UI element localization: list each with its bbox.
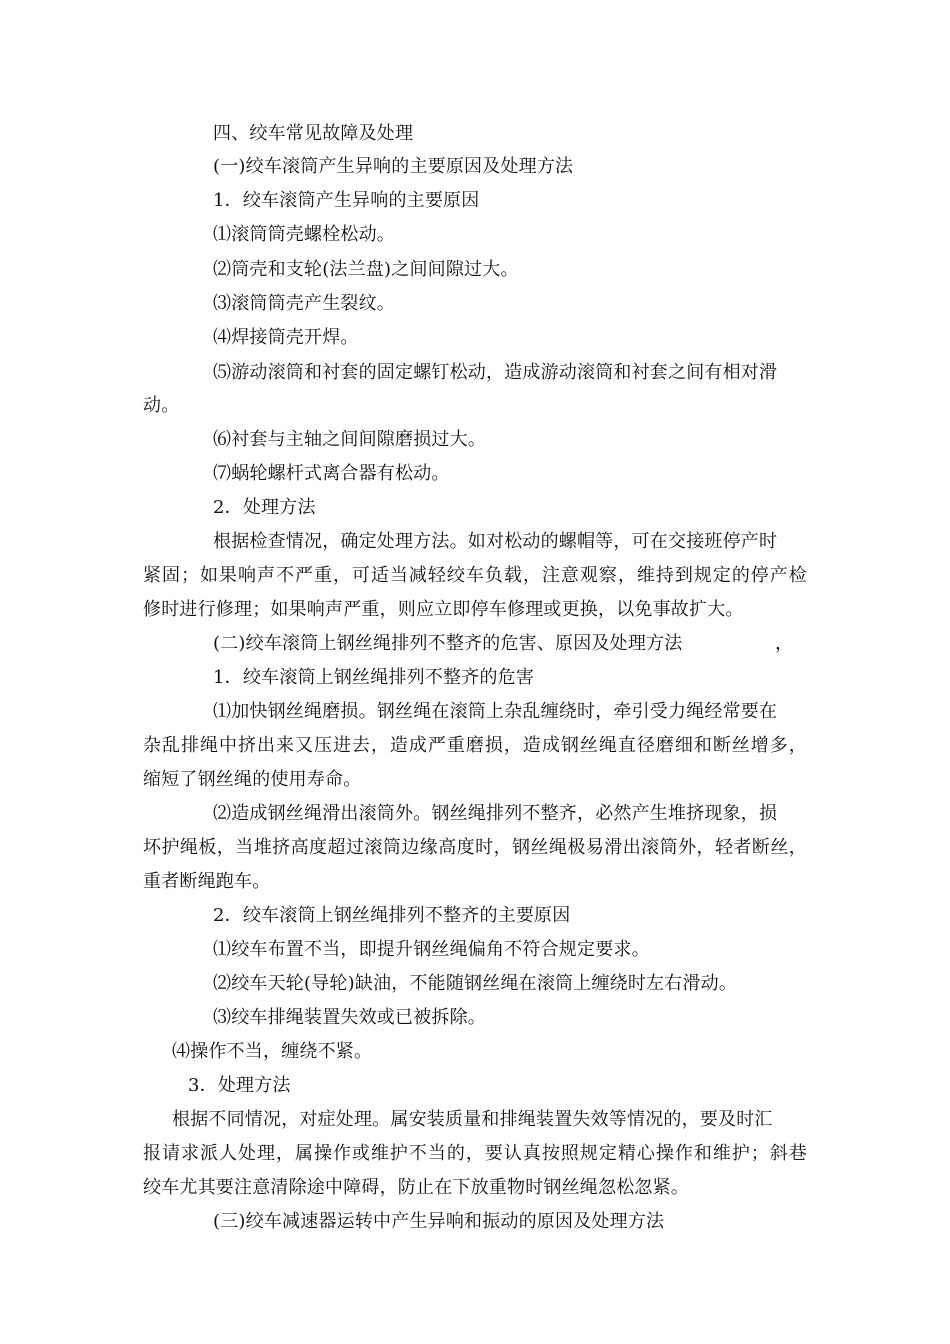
list-item: ⑺蜗轮螺杆式离合器有松动。	[213, 463, 450, 484]
subsection-heading: (二)绞车滚筒上钢丝绳排列不整齐的危害、原因及处理方法	[213, 633, 683, 654]
list-item: ⑶绞车排绳装置失效或已被拆除。	[213, 1007, 486, 1028]
list-item: ⑷操作不当，缠绕不紧。	[172, 1041, 373, 1062]
paragraph-line: 修时进行修理；如果响声严重，则应立即停车修理或更换，以免事故扩大。	[143, 599, 744, 620]
paragraph-line: 缩短了钢丝绳的使用寿命。	[143, 769, 362, 790]
item-heading: 1．绞车滚筒产生异响的主要原因	[213, 190, 480, 211]
list-item: ⑴滚筒筒壳螺栓松动。	[213, 224, 395, 245]
paragraph-line: 绞车尤其要注意清除途中障碍，防止在下放重物时钢丝绳忽松忽紧。	[143, 1177, 689, 1198]
stray-mark: ，	[775, 633, 793, 654]
subsection-heading: (一)绞车滚筒产生异响的主要原因及处理方法	[213, 156, 574, 177]
item-heading: 3．处理方法	[188, 1075, 291, 1096]
item-heading: 1．绞车滚筒上钢丝绳排列不整齐的危害	[213, 667, 535, 688]
list-item: ⑷焊接筒壳开焊。	[213, 327, 359, 348]
list-item: ⑵筒壳和支轮(法兰盘)之间间隙过大。	[213, 259, 519, 280]
paragraph-line: 根据不同情况，对症处理。属安装质量和排绳装置失效等情况的，要及时汇	[172, 1109, 773, 1130]
list-item: ⑶滚筒筒壳产生裂纹。	[213, 293, 395, 314]
paragraph-line: 报请求派人处理，属操作或维护不当的，要认真按照规定精心操作和维护；斜巷	[143, 1143, 807, 1164]
paragraph-line: ⑴加快钢丝绳磨损。钢丝绳在滚筒上杂乱缠绕时，牵引受力绳经常要在	[213, 701, 778, 722]
list-item-continuation: 动。	[143, 395, 180, 416]
item-heading: 2．处理方法	[213, 497, 316, 518]
section-heading: 四、绞车常见故障及处理	[213, 123, 414, 144]
paragraph-line: ⑵造成钢丝绳滑出滚筒外。钢丝绳排列不整齐，必然产生堆挤现象，损	[213, 803, 778, 824]
list-item: ⑴绞车布置不当，即提升钢丝绳偏角不符合规定要求。	[213, 939, 650, 960]
subsection-heading: (三)绞车减速器运转中产生异响和振动的原因及处理方法	[213, 1211, 665, 1232]
list-item: ⑸游动滚筒和衬套的固定螺钉松动，造成游动滚筒和衬套之间有相对滑	[213, 362, 778, 383]
paragraph-line: 重者断绳跑车。	[143, 871, 271, 892]
item-heading: 2．绞车滚筒上钢丝绳排列不整齐的主要原因	[213, 905, 571, 926]
paragraph-line: 根据检查情况，确定处理方法。如对松动的螺帽等，可在交接班停产时	[213, 531, 778, 552]
paragraph-line: 杂乱排绳中挤出来又压进去，造成严重磨损，造成钢丝绳直径磨细和断丝增多，	[143, 735, 807, 756]
list-item: ⑵绞车天轮(导轮)缺油，不能随钢丝绳在滚筒上缠绕时左右滑动。	[213, 973, 738, 994]
paragraph-line: 紧固；如果响声不严重，可适当减轻绞车负载，注意观察，维持到规定的停产检	[143, 565, 807, 586]
paragraph-line: 坏护绳板，当堆挤高度超过滚筒边缘高度时，钢丝绳极易滑出滚筒外，轻者断丝，	[143, 837, 807, 858]
list-item: ⑹衬套与主轴之间间隙磨损过大。	[213, 429, 486, 450]
